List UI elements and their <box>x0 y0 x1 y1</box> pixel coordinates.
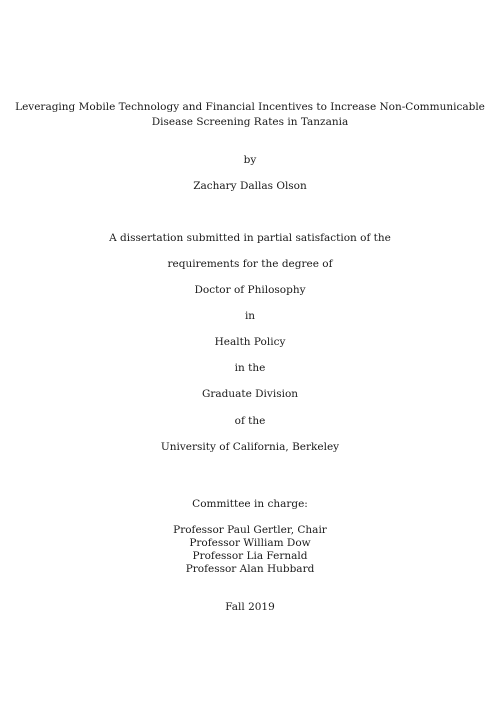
in-label: in <box>244 310 256 322</box>
in-the-label: in the <box>234 362 266 374</box>
submission-date: Fall 2019 <box>225 601 275 613</box>
committee-member: Professor Lia Fernald <box>192 550 308 562</box>
by-label: by <box>243 154 257 166</box>
author-name: Zachary Dallas Olson <box>193 180 307 192</box>
submission-statement-line-1: A dissertation submitted in partial satisfaction of the <box>109 232 391 244</box>
committee-member: Professor Paul Gertler, Chair <box>173 524 327 536</box>
dissertation-title-line-2: Disease Screening Rates in Tanzania <box>151 116 349 128</box>
committee-heading: Committee in charge: <box>192 498 308 510</box>
university-name: University of California, Berkeley <box>160 441 340 453</box>
committee-member: Professor William Dow <box>189 537 311 549</box>
field-of-study: Health Policy <box>214 336 286 348</box>
division-name: Graduate Division <box>201 388 299 400</box>
submission-statement-line-2: requirements for the degree of <box>167 258 333 270</box>
of-the-label: of the <box>234 415 266 427</box>
degree-name: Doctor of Philosophy <box>194 284 306 296</box>
committee-member: Professor Alan Hubbard <box>185 563 315 575</box>
dissertation-title-line-1: Leveraging Mobile Technology and Financial Incentives to Increase Non-Communicable <box>15 101 485 113</box>
